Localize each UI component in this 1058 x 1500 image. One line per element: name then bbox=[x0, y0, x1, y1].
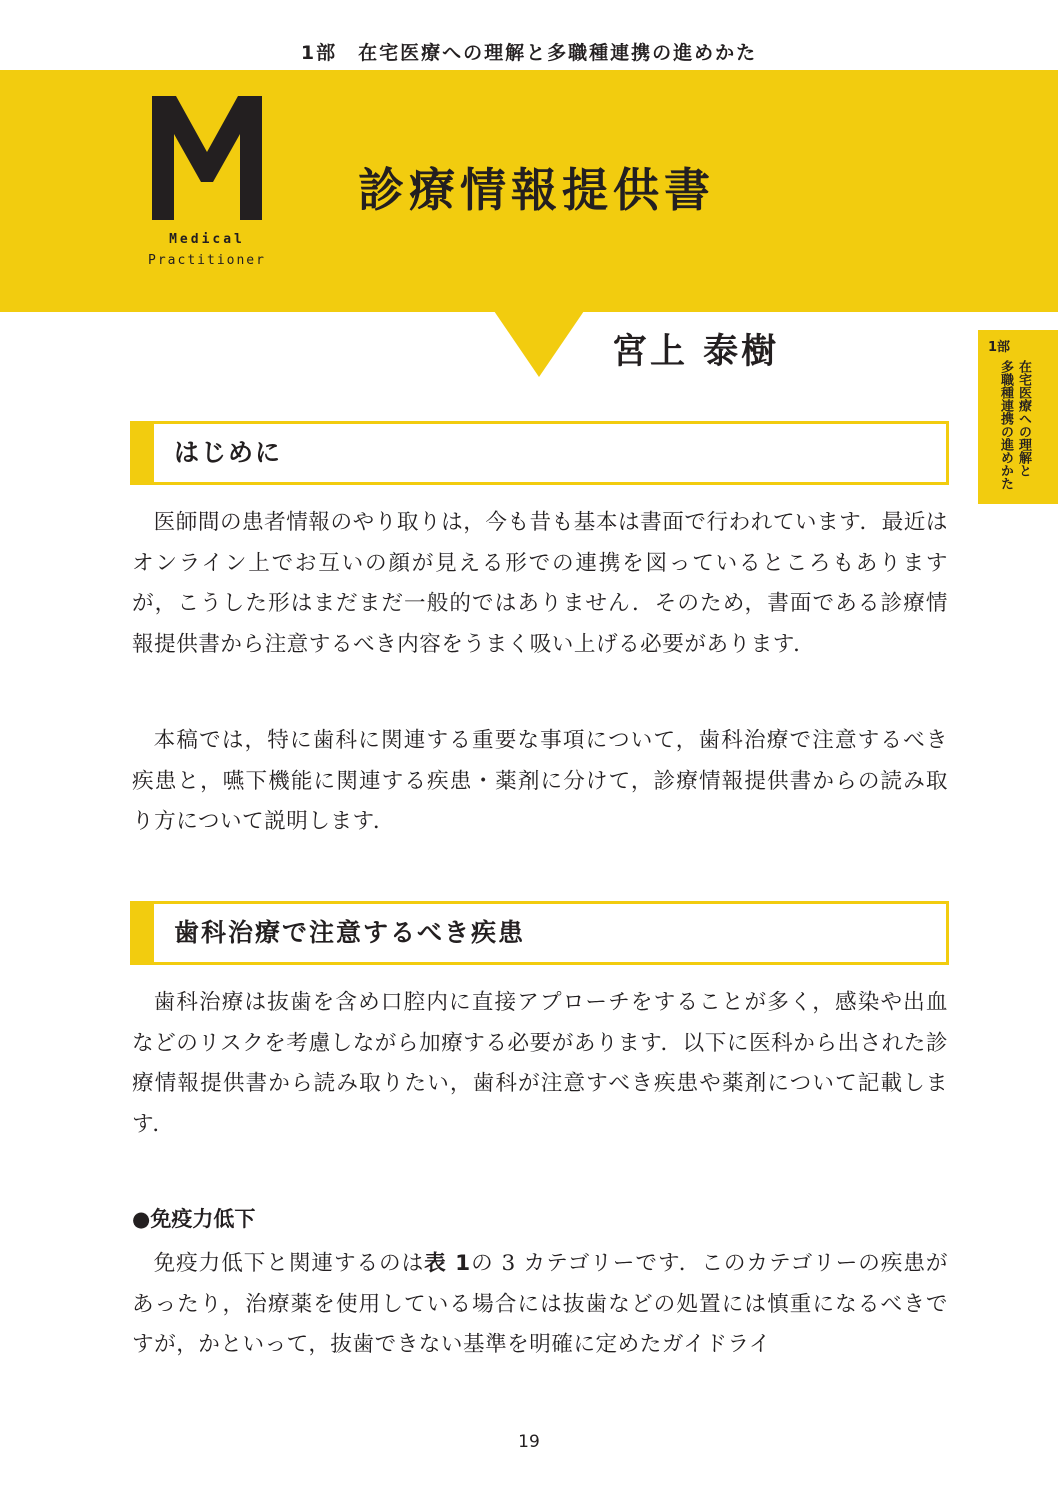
section-heading-text: はじめに bbox=[174, 438, 283, 467]
side-tab-number: 1部 bbox=[988, 340, 1011, 355]
intro-paragraph-1: 医師間の患者情報のやり取りは，今も昔も基本は書面で行われています．最近はオンライン上でお互いの顔が見える形での連携を図っているところもありますが，こうした形はまだまだ一般的ではありません．そのため，書面である診療情報提供書から注意するべき内容をうまく吸い上げる必要があります． bbox=[132, 510, 948, 657]
table-reference: 表 1 bbox=[424, 1251, 471, 1276]
side-tab-line-2: 多職種連携の進めかた bbox=[998, 360, 1013, 490]
immunity-text-before: 免疫力低下と関連するのは bbox=[153, 1251, 425, 1276]
logo-text-practitioner: Practitioner bbox=[148, 253, 266, 268]
section-heading-introduction bbox=[130, 421, 949, 485]
intro-paragraph-2: 本稿では，特に歯科に関連する重要な事項について，歯科治療で注意するべき疾患と，嚥下機能に関連する疾患・薬剤に分けて，診療情報提供書からの読み取り方について説明します． bbox=[132, 728, 948, 835]
subheading-immunity: ●免疫力低下 bbox=[132, 1207, 256, 1231]
author-name: 宮上 泰樹 bbox=[612, 332, 780, 372]
banner-notch bbox=[0, 311, 1058, 381]
immunity-paragraph bbox=[132, 1244, 948, 1366]
side-tab-line-1: 在宅医療への理解と bbox=[1016, 360, 1031, 477]
side-tab bbox=[978, 330, 1058, 504]
logo-text-medical: Medical bbox=[169, 232, 245, 247]
page-number: 19 bbox=[518, 1432, 540, 1452]
running-head: 1部 在宅医療への理解と多職種連携の進めかた bbox=[300, 42, 758, 64]
immunity-text-after: の 3 カテゴリーです．このカテゴリーの疾患があったり，治療薬を使用している場合には抜歯などの処置には慎重になるべきですが，かといって，抜歯できない基準を明確に定めたガイドライ bbox=[132, 1251, 948, 1358]
section-heading-text: 歯科治療で注意するべき疾患 bbox=[174, 918, 526, 947]
chapter-title: 診療情報提供書 bbox=[358, 163, 715, 217]
dental-paragraph-1: 歯科治療は抜歯を含め口腔内に直接アプローチをすることが多く，感染や出血などのリスクを考慮しながら加療する必要があります．以下に医科から出された診療情報提供書から読み取りたい，歯科が注意すべき疾患や薬剤について記載します． bbox=[132, 990, 948, 1137]
logo-m-letter bbox=[152, 96, 262, 220]
section-heading-dental-diseases bbox=[130, 901, 949, 965]
